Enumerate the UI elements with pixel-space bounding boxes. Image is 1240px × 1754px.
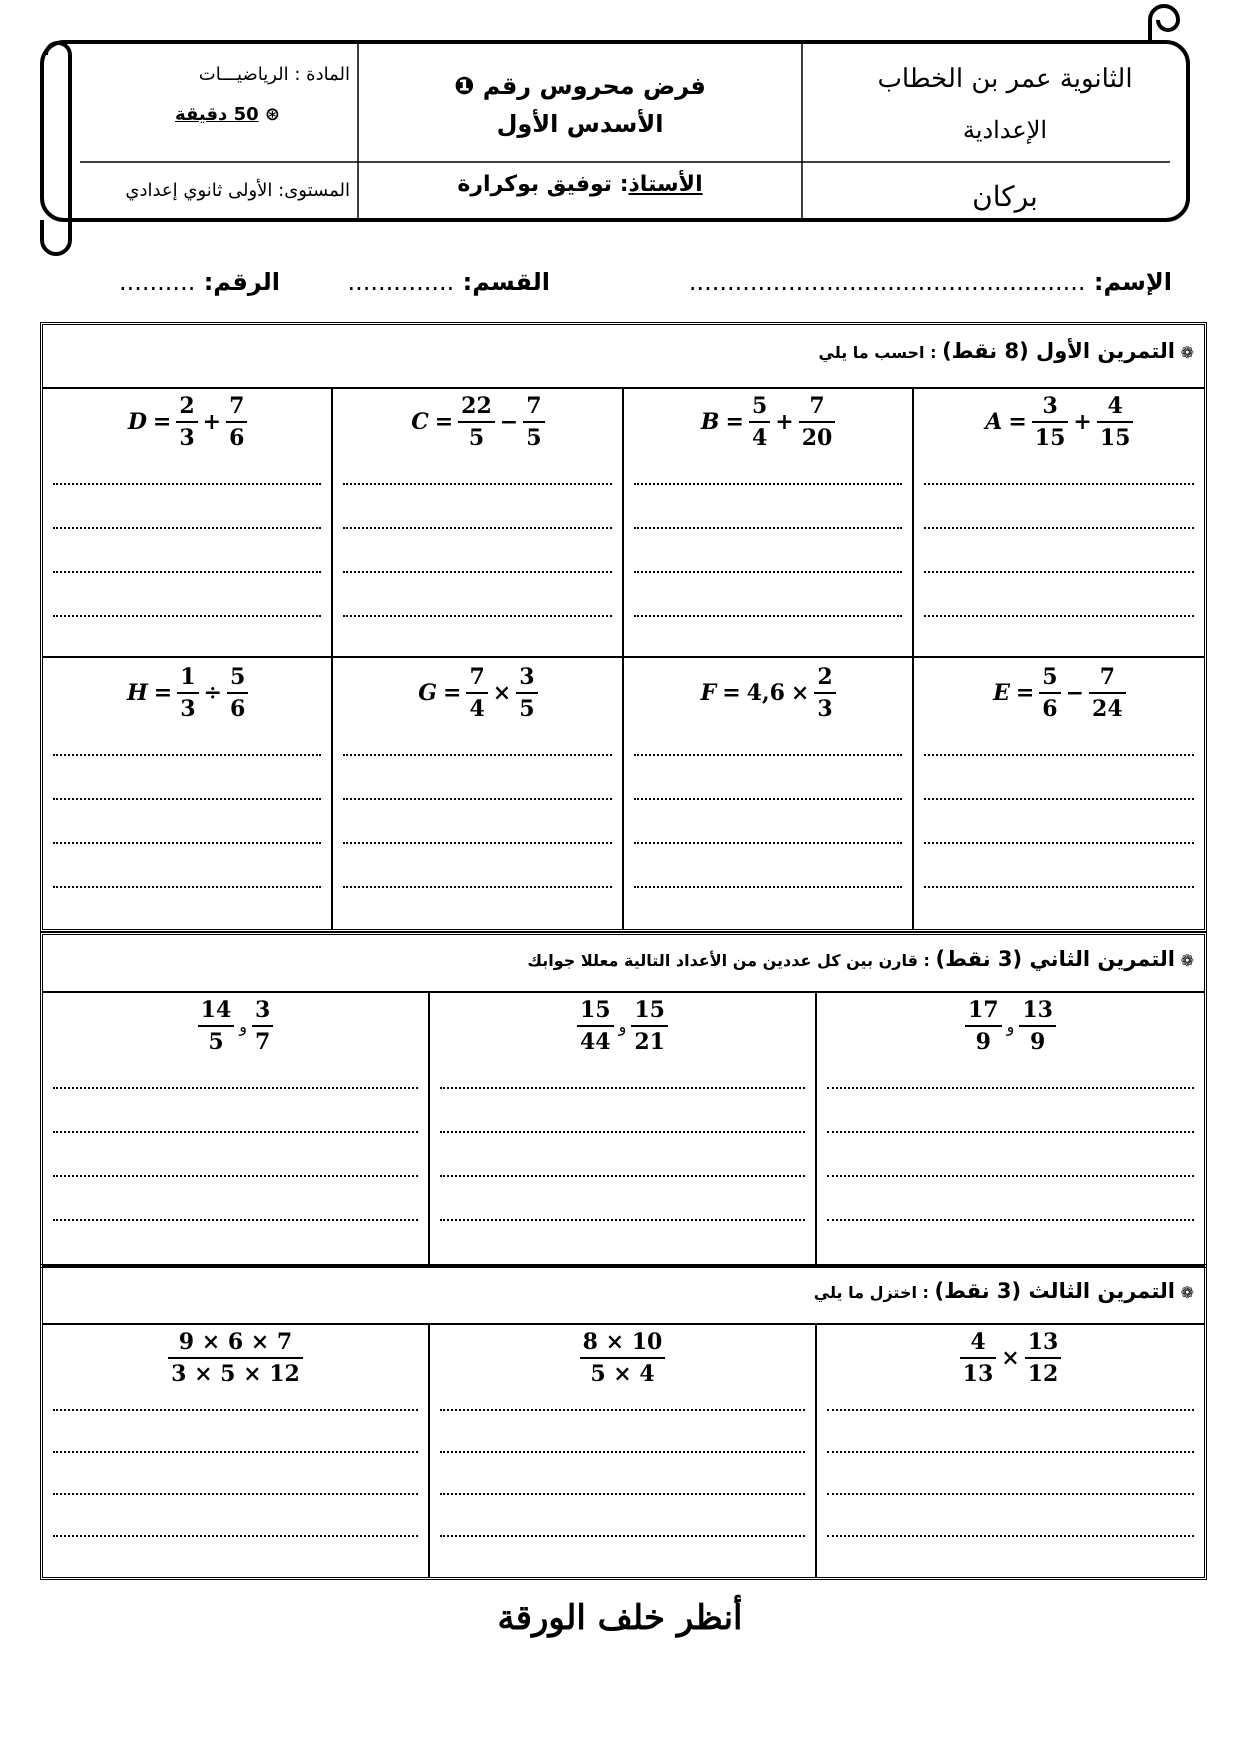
fraction: $\frac{3}{7}$ <box>252 995 273 1057</box>
teacher-line <box>360 172 800 197</box>
simplify-expression <box>430 1327 815 1389</box>
simplify-cell-2 <box>430 1323 817 1577</box>
answer-line[interactable] <box>53 842 321 844</box>
student-name-label: الإسم: <box>1093 268 1172 296</box>
fraction: $\frac{4}{13}$ <box>960 1327 997 1389</box>
level-label: المستوى: الأولى ثانوي إعدادي <box>125 180 350 201</box>
fraction: $\frac{9 \times 6 \times 7}{3 \times 5 \times 12}$ <box>168 1327 303 1389</box>
answer-line[interactable] <box>343 842 611 844</box>
answer-line[interactable] <box>440 1219 805 1221</box>
answer-line[interactable] <box>343 483 611 485</box>
simplify-expression <box>43 1327 428 1389</box>
answer-line[interactable] <box>924 527 1194 529</box>
expression-C: C = $\frac{22}{5}$ − $\frac{7}{5}$ <box>333 391 621 453</box>
class-field[interactable]: .............. <box>347 268 455 296</box>
comparison-pair: $\frac{17}{9}$ و $\frac{13}{9}$ <box>817 995 1204 1057</box>
simplify-expression: $\frac{4}{13}$ × $\frac{13}{12}$ <box>817 1327 1204 1389</box>
answer-line[interactable] <box>53 1087 418 1089</box>
teacher-name: : توفيق بوكرارة <box>457 172 629 197</box>
answer-line[interactable] <box>924 754 1194 756</box>
exercise-1-instruction: : احسب ما يلي <box>818 343 937 362</box>
number-field[interactable]: .......... <box>119 268 196 296</box>
answer-line[interactable] <box>343 527 611 529</box>
expression-A: A = $\frac{3}{15}$ + $\frac{4}{15}$ <box>914 391 1204 453</box>
exercise-1-cell-F <box>624 658 914 929</box>
number-line[interactable] <box>119 268 280 296</box>
class-line[interactable] <box>347 268 550 296</box>
answer-line[interactable] <box>634 527 902 529</box>
answer-line[interactable] <box>827 1175 1194 1177</box>
answer-line[interactable] <box>53 798 321 800</box>
comparison-pair: $\frac{14}{5}$ و $\frac{3}{7}$ <box>43 995 428 1057</box>
duration <box>150 104 280 125</box>
expression-B: B = $\frac{5}{4}$ + $\frac{7}{20}$ <box>624 391 912 453</box>
fraction: $\frac{4}{15}$ <box>1097 391 1134 453</box>
answer-line[interactable] <box>53 527 321 529</box>
student-name-field[interactable]: .................................................... <box>688 268 1086 296</box>
answer-line[interactable] <box>343 615 611 617</box>
simplify-cell-3 <box>43 1323 430 1577</box>
exercise-1-cell-A <box>914 387 1204 658</box>
teacher-label: الأستاذ <box>628 172 703 197</box>
expression-D: D = $\frac{2}{3}$ + $\frac{7}{6}$ <box>43 391 331 453</box>
exercise-1-title: التمرين الأول (8 نقط) <box>942 339 1176 363</box>
exercise-1-cell-D <box>43 387 333 658</box>
answer-line[interactable] <box>343 754 611 756</box>
comparison-cell-2 <box>430 991 817 1265</box>
expression-H: H = $\frac{1}{3}$ ÷ $\frac{5}{6}$ <box>43 662 331 724</box>
answer-line[interactable] <box>924 842 1194 844</box>
exam-title: فرض محروس رقم ❶ <box>454 72 706 100</box>
answer-line[interactable] <box>53 571 321 573</box>
exercise-2-instruction: : قارن بين كل عددين من الأعداد التالية معللا جوابك <box>527 951 930 970</box>
school-type: الإعدادية <box>962 116 1048 144</box>
answer-line[interactable] <box>53 1451 418 1453</box>
exercise-1-cell-H <box>43 658 333 929</box>
exercise-3-grid <box>43 1323 1204 1577</box>
class-label: القسم: <box>462 268 550 296</box>
exercise-1-cell-B <box>624 387 914 658</box>
exercise-1-header <box>43 325 1204 389</box>
answer-line[interactable] <box>440 1131 805 1133</box>
answer-line[interactable] <box>440 1087 805 1089</box>
school-name: الثانوية عمر بن الخطاب <box>877 64 1133 94</box>
answer-line[interactable] <box>827 1451 1194 1453</box>
flower-icon: ❁ <box>1180 1283 1194 1302</box>
answer-line[interactable] <box>827 1535 1194 1537</box>
simplify-cell-1 <box>817 1323 1204 1577</box>
answer-line[interactable] <box>634 615 902 617</box>
exam-semester: الأسدس الأول <box>496 110 664 138</box>
fraction: $\frac{5}{6}$ <box>1039 662 1060 724</box>
flower-icon: ❁ <box>1180 951 1194 970</box>
answer-line[interactable] <box>924 886 1194 888</box>
answer-line[interactable] <box>53 754 321 756</box>
fraction: $\frac{2}{3}$ <box>814 662 835 724</box>
comparison-cell-1 <box>817 991 1204 1265</box>
answer-line[interactable] <box>440 1409 805 1411</box>
fraction: $\frac{7}{20}$ <box>799 391 836 453</box>
expression-E: E = $\frac{5}{6}$ − $\frac{7}{24}$ <box>914 662 1204 724</box>
fraction: $\frac{15}{21}$ <box>631 995 668 1057</box>
expression-F: F = 4,6 × $\frac{2}{3}$ <box>624 662 912 724</box>
answer-line[interactable] <box>634 886 902 888</box>
exercise-2-grid <box>43 991 1204 1265</box>
fraction: $\frac{7}{6}$ <box>226 391 247 453</box>
answer-line[interactable] <box>634 571 902 573</box>
fraction: $\frac{1}{3}$ <box>177 662 198 724</box>
exercise-2 <box>40 932 1207 1268</box>
exercise-3 <box>40 1264 1207 1580</box>
exercise-2-title: التمرين الثاني (3 نقط) <box>935 947 1176 971</box>
answer-line[interactable] <box>343 571 611 573</box>
fraction: $\frac{13}{9}$ <box>1019 995 1056 1057</box>
fraction: $\frac{8 \times 10}{5 \times 4}$ <box>580 1327 666 1389</box>
comparison-pair: $\frac{15}{44}$ و $\frac{15}{21}$ <box>430 995 815 1057</box>
answer-line[interactable] <box>53 615 321 617</box>
answer-line[interactable] <box>440 1175 805 1177</box>
answer-line[interactable] <box>440 1451 805 1453</box>
turn-page-note: أنظر خلف الورقة <box>497 1598 743 1638</box>
answer-line[interactable] <box>53 1175 418 1177</box>
answer-line[interactable] <box>827 1219 1194 1221</box>
answer-line[interactable] <box>634 754 902 756</box>
city-name: بركان <box>972 180 1038 213</box>
answer-line[interactable] <box>634 483 902 485</box>
answer-line[interactable] <box>53 1493 418 1495</box>
answer-line[interactable] <box>634 798 902 800</box>
answer-line[interactable] <box>53 483 321 485</box>
expression-G: G = $\frac{7}{4}$ × $\frac{3}{5}$ <box>333 662 621 724</box>
clock-icon: ⊛ <box>264 104 280 125</box>
answer-line[interactable] <box>827 1409 1194 1411</box>
answer-line[interactable] <box>827 1087 1194 1089</box>
subject-label: المادة : الرياضيـــات <box>198 64 350 85</box>
answer-line[interactable] <box>634 842 902 844</box>
answer-line[interactable] <box>53 1409 418 1411</box>
fraction: $\frac{7}{24}$ <box>1089 662 1126 724</box>
exercise-3-title: التمرين الثالث (3 نقط) <box>934 1279 1176 1303</box>
exercise-2-header <box>43 935 1204 993</box>
student-name-line[interactable] <box>689 268 1172 296</box>
number-label: الرقم: <box>203 268 280 296</box>
answer-line[interactable] <box>440 1493 805 1495</box>
exercise-3-instruction: : اختزل ما يلي <box>813 1283 929 1302</box>
fraction: $\frac{7}{4}$ <box>466 662 487 724</box>
exercise-1-grid <box>43 387 1204 929</box>
fraction: $\frac{15}{44}$ <box>577 995 614 1057</box>
answer-line[interactable] <box>440 1535 805 1537</box>
answer-line[interactable] <box>53 1219 418 1221</box>
answer-line[interactable] <box>343 798 611 800</box>
answer-line[interactable] <box>53 886 321 888</box>
exercise-3-header <box>43 1267 1204 1325</box>
duration-text: 50 دقيقة <box>175 104 259 125</box>
fraction: $\frac{5}{6}$ <box>227 662 248 724</box>
fraction: $\frac{22}{5}$ <box>458 391 495 453</box>
answer-line[interactable] <box>827 1493 1194 1495</box>
answer-line[interactable] <box>53 1131 418 1133</box>
answer-line[interactable] <box>924 615 1194 617</box>
exercise-1 <box>40 322 1207 932</box>
answer-line[interactable] <box>53 1535 418 1537</box>
exercise-1-cell-C <box>333 387 623 658</box>
fraction: $\frac{17}{9}$ <box>965 995 1002 1057</box>
fraction: $\frac{2}{3}$ <box>176 391 197 453</box>
fraction: $\frac{13}{12}$ <box>1025 1327 1062 1389</box>
comparison-cell-3 <box>43 991 430 1265</box>
answer-line[interactable] <box>924 798 1194 800</box>
fraction: $\frac{7}{5}$ <box>523 391 544 453</box>
fraction: $\frac{5}{4}$ <box>749 391 770 453</box>
fraction: $\frac{3}{15}$ <box>1032 391 1069 453</box>
exercise-1-cell-E <box>914 658 1204 929</box>
answer-line[interactable] <box>924 483 1194 485</box>
answer-line[interactable] <box>924 571 1194 573</box>
fraction: $\frac{3}{5}$ <box>516 662 537 724</box>
flower-icon: ❁ <box>1180 343 1194 362</box>
answer-line[interactable] <box>827 1131 1194 1133</box>
answer-line[interactable] <box>343 886 611 888</box>
exercise-1-cell-G <box>333 658 623 929</box>
fraction: $\frac{14}{5}$ <box>198 995 235 1057</box>
